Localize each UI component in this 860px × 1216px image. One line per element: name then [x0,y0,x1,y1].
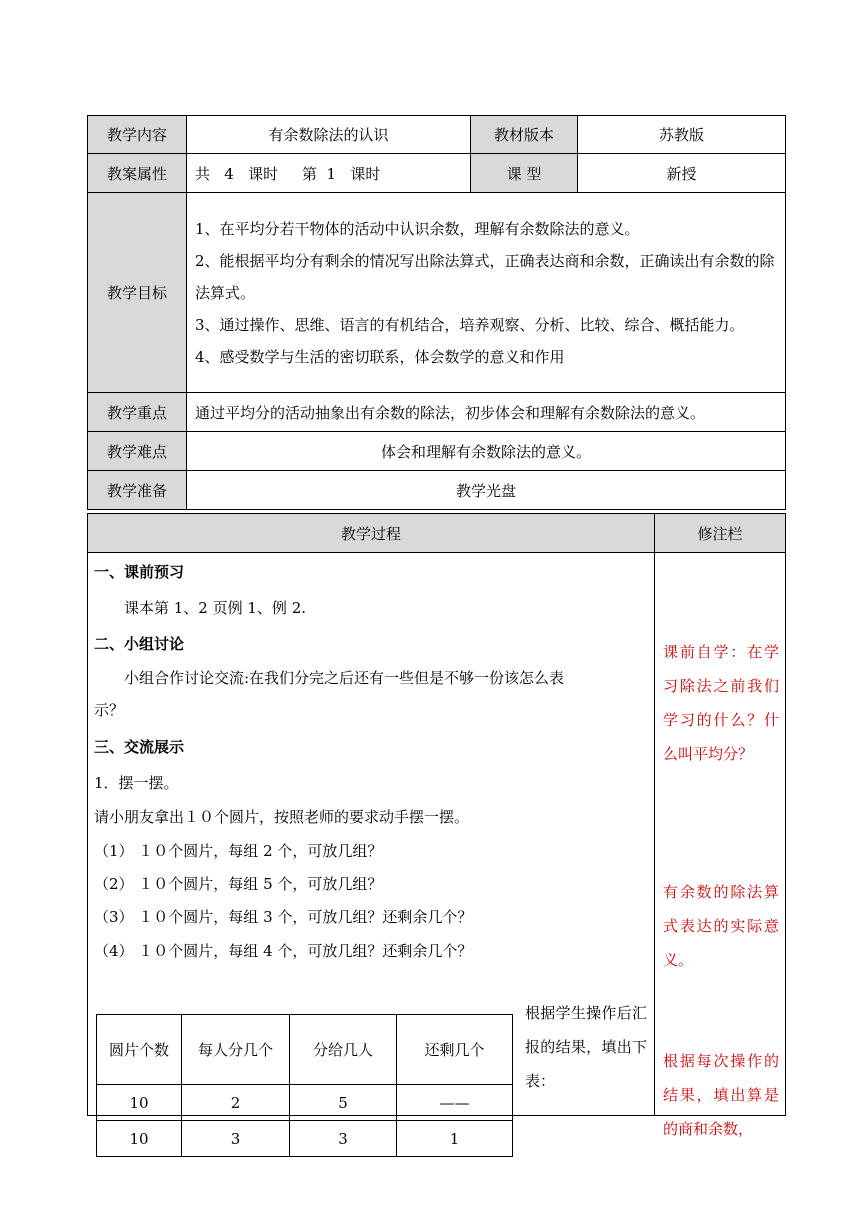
step-1: 1．摆一摆。 [94,774,179,792]
note-3: 根据每次操作的结果，填出算是的商和余数， [663,1052,779,1138]
note-1: 课前自学：在学习除法之前我们学习的什么？什么叫平均分？ [663,643,779,763]
focus-value: 通过平均分的活动抽象出有余数的除法，初步体会和理解有余数除法的意义。 [187,393,786,432]
goal-item: 4、感受数学与生活的密切联系，体会数学的意义和作用 [195,347,565,366]
note-2: 有余数的除法算式表达的实际意义。 [663,883,779,969]
section-title: 二、小组讨论 [94,635,185,653]
table-cell: 3 [182,1121,290,1157]
content-value: 有余数除法的认识 [187,116,471,154]
instruction: 请小朋友拿出１０个圆片，按照老师的要求动手摆一摆。 [94,808,470,826]
question: （1） １０个圆片，每组 2 个，可放几组？ [94,842,383,860]
lesson-info-table [87,115,786,510]
table-header: 每人分几个 [182,1015,290,1085]
content-label: 教学内容 [88,116,187,154]
type-value: 新授 [578,154,786,193]
sec2-text-cont: 示？ [94,701,125,719]
table-cell: 3 [290,1121,397,1157]
difficulty-label: 教学难点 [88,432,187,471]
goal-list [187,193,786,393]
prep-value: 教学光盘 [187,471,786,510]
process-title: 教学过程 [88,514,655,553]
sec1-text: 课本第 1、2 页例 1、例 2. [124,599,307,617]
table-cell: 10 [97,1121,182,1157]
goal-item: 1、在平均分若干物体的活动中认识余数，理解有余数除法的意义。 [195,219,640,238]
table-header: 圆片个数 [97,1015,182,1085]
section-title: 一、课前预习 [94,563,185,581]
goal-label: 教学目标 [88,193,187,393]
table-cell: 10 [97,1085,182,1121]
type-label: 课 型 [471,154,578,193]
table-cell: 5 [290,1085,397,1121]
table-cell: 2 [182,1085,290,1121]
edition-label: 教材版本 [471,116,578,154]
section-title: 三、交流展示 [94,738,185,756]
question: （3） １０个圆片，每组 3 个，可放几组？还剩余几个？ [94,908,473,926]
table-row [97,1085,513,1121]
table-header: 分给几人 [290,1015,397,1085]
table-header: 还剩几个 [397,1015,513,1085]
notes-cell [655,553,786,1138]
attr-label: 教案属性 [88,154,187,193]
results-table [96,1014,513,1157]
edition-value: 苏教版 [578,116,786,154]
question: （4） １０个圆片，每组 4 个，可放几组？还剩余几个？ [94,942,473,960]
goal-item: 2、能根据平均分有剩余的情况写出除法算式，正确表达商和余数，正确读出有余数的除法算式。 [195,251,775,302]
prep-label: 教学准备 [88,471,187,510]
goal-item: 3、通过操作、思维、语言的有机结合，培养观察、分析、比较、综合、概括能力。 [195,315,745,334]
difficulty-value: 体会和理解有余数除法的意义。 [187,432,786,471]
focus-label: 教学重点 [88,393,187,432]
table-cell: 1 [397,1121,513,1157]
process-content-cell [88,553,655,1148]
question: （2） １０个圆片，每组 5 个，可放几组？ [94,875,383,893]
process-table [87,513,786,1148]
sec2-text: 小组合作讨论交流:在我们分完之后还有一些但是不够一份该怎么表 [124,669,565,687]
notes-title: 修注栏 [655,514,786,553]
side-instruction: 根据学生操作后汇报的结果，填出下表： [525,1004,647,1090]
attr-value: 共 4 课时 第 1 课时 [187,154,471,193]
table-row [97,1121,513,1157]
table-cell: —— [397,1085,513,1121]
